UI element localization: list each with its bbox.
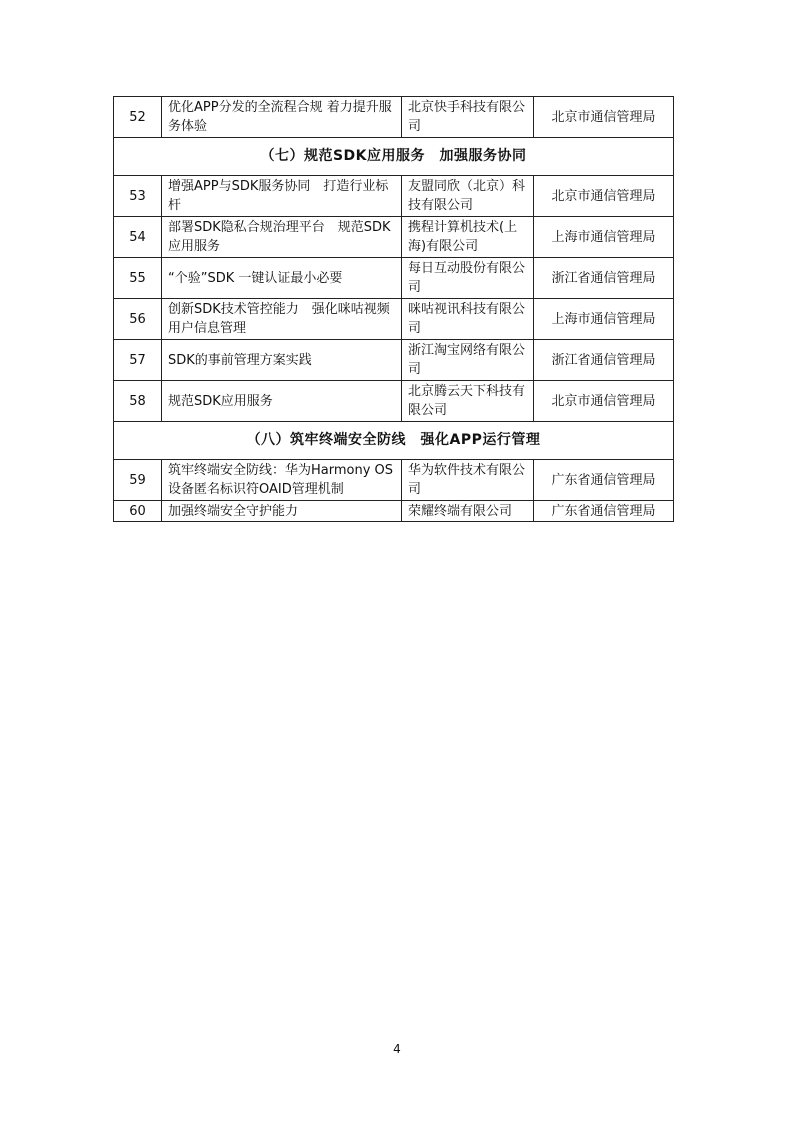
- table-row: [114, 340, 674, 381]
- section-heading: （七）规范SDK应用服务 加强服务协同: [114, 138, 674, 176]
- project-name: 加强终端安全守护能力: [162, 501, 402, 522]
- project-name: 优化APP分发的全流程合规 着力提升服务体验: [162, 97, 402, 138]
- row-number: 53: [114, 176, 162, 217]
- table-row: [114, 460, 674, 501]
- case-list-table: [113, 96, 674, 522]
- company-name: 北京腾云天下科技有限公司: [402, 381, 534, 422]
- project-name: 部署SDK隐私合规治理平台 规范SDK应用服务: [162, 217, 402, 258]
- company-name: 荣耀终端有限公司: [402, 501, 534, 522]
- authority-name: 上海市通信管理局: [534, 217, 674, 258]
- project-name: SDK的事前管理方案实践: [162, 340, 402, 381]
- row-number: 58: [114, 381, 162, 422]
- table-row: [114, 217, 674, 258]
- row-number: 55: [114, 258, 162, 299]
- project-name: 创新SDK技术管控能力 强化咪咕视频用户信息管理: [162, 299, 402, 340]
- company-name: 咪咕视讯科技有限公司: [402, 299, 534, 340]
- row-number: 54: [114, 217, 162, 258]
- row-number: 60: [114, 501, 162, 522]
- authority-name: 浙江省通信管理局: [534, 340, 674, 381]
- table-row: [114, 258, 674, 299]
- table-row: [114, 176, 674, 217]
- page-number: 4: [393, 1042, 401, 1056]
- section-row: [114, 422, 674, 460]
- row-number: 57: [114, 340, 162, 381]
- company-name: 携程计算机技术(上海)有限公司: [402, 217, 534, 258]
- row-number: 56: [114, 299, 162, 340]
- row-number: 52: [114, 97, 162, 138]
- authority-name: 上海市通信管理局: [534, 299, 674, 340]
- authority-name: 广东省通信管理局: [534, 460, 674, 501]
- project-name: “个验”SDK 一键认证最小必要: [162, 258, 402, 299]
- authority-name: 广东省通信管理局: [534, 501, 674, 522]
- project-name: 增强APP与SDK服务协同 打造行业标杆: [162, 176, 402, 217]
- company-name: 友盟同欣（北京）科技有限公司: [402, 176, 534, 217]
- company-name: 北京快手科技有限公司: [402, 97, 534, 138]
- table-row: [114, 501, 674, 522]
- project-name: 规范SDK应用服务: [162, 381, 402, 422]
- table-row: [114, 299, 674, 340]
- authority-name: 浙江省通信管理局: [534, 258, 674, 299]
- table-row: [114, 97, 674, 138]
- company-name: 华为软件技术有限公司: [402, 460, 534, 501]
- table-row: [114, 381, 674, 422]
- company-name: 浙江淘宝网络有限公司: [402, 340, 534, 381]
- authority-name: 北京市通信管理局: [534, 97, 674, 138]
- company-name: 每日互动股份有限公司: [402, 258, 534, 299]
- project-name: 筑牢终端安全防线：华为Harmony OS设备匿名标识符OAID管理机制: [162, 460, 402, 501]
- authority-name: 北京市通信管理局: [534, 381, 674, 422]
- row-number: 59: [114, 460, 162, 501]
- section-row: [114, 138, 674, 176]
- authority-name: 北京市通信管理局: [534, 176, 674, 217]
- section-heading: （八）筑牢终端安全防线 强化APP运行管理: [114, 422, 674, 460]
